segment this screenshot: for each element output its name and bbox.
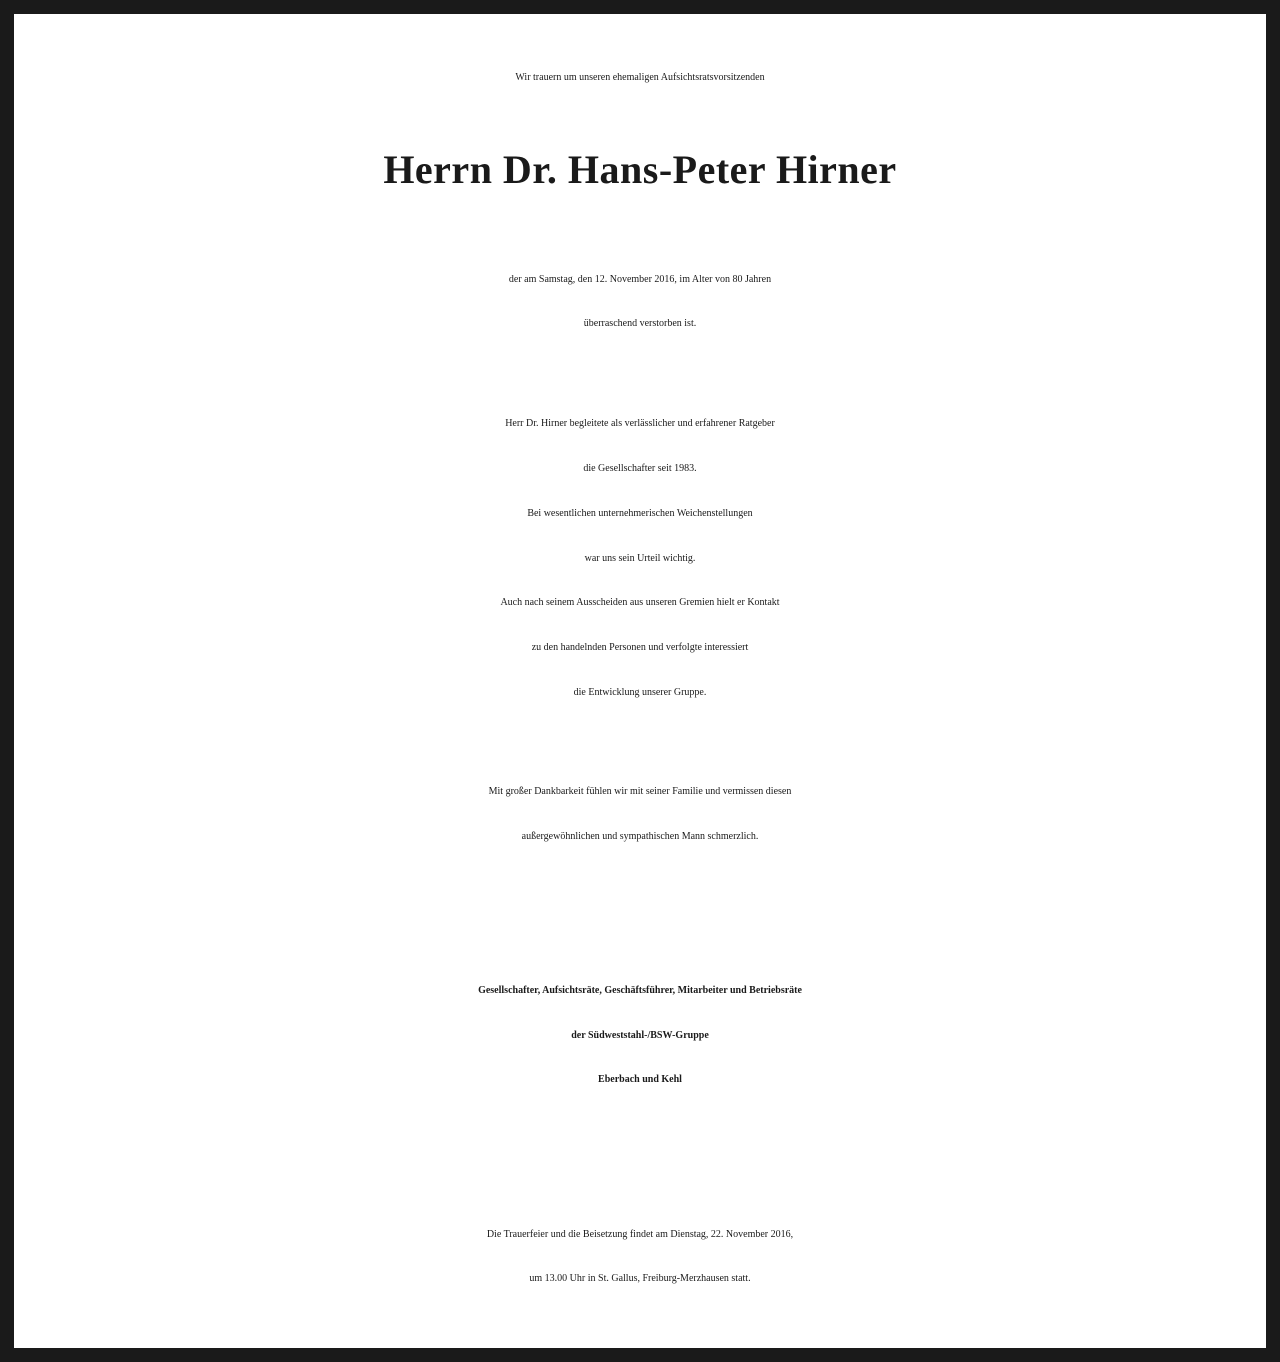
tribute-line-4: war uns sein Urteil wichtig. bbox=[584, 553, 696, 564]
death-line-1: der am Samstag, den 12. November 2016, im Alter von 80 Jahren bbox=[508, 274, 772, 285]
funeral-line-2: um 13.00 Uhr in St. Gallus, Freiburg-Merzhausen statt. bbox=[529, 1273, 751, 1284]
death-line-2: überraschend verstorben ist. bbox=[583, 318, 697, 329]
tribute-line-2: die Gesellschafter seit 1983. bbox=[583, 463, 697, 474]
tribute-line-6: zu den handelnden Personen und verfolgte interessiert bbox=[531, 642, 749, 653]
tribute-line-1: Herr Dr. Hirner begleitete als verlässlicher und erfahrener Ratgeber bbox=[505, 418, 775, 429]
condolence-line-1: Mit großer Dankbarkeit fühlen wir mit seiner Familie und vermissen diesen bbox=[488, 786, 792, 797]
signature-line-3: Eberbach und Kehl bbox=[598, 1074, 682, 1085]
condolence-line-2: außergewöhnlichen und sympathischen Mann schmerzlich. bbox=[521, 831, 759, 842]
tribute-line-7: die Entwicklung unserer Gruppe. bbox=[573, 687, 707, 698]
tribute-line-5: Auch nach seinem Ausscheiden aus unseren Gremien hielt er Kontakt bbox=[500, 597, 780, 608]
deceased-name: Herrn Dr. Hans-Peter Hirner bbox=[383, 147, 897, 192]
tribute-line-3: Bei wesentlichen unternehmerischen Weichenstellungen bbox=[527, 508, 753, 519]
funeral-line-1: Die Trauerfeier und die Beisetzung findet am Dienstag, 22. November 2016, bbox=[486, 1229, 794, 1240]
signature-line-2: der Südweststahl-/BSW-Gruppe bbox=[571, 1030, 709, 1041]
intro-line: Wir trauern um unseren ehemaligen Aufsichtsratsvorsitzenden bbox=[515, 72, 765, 83]
signature-line-1: Gesellschafter, Aufsichtsräte, Geschäftsführer, Mitarbeiter und Betriebsräte bbox=[478, 985, 802, 996]
